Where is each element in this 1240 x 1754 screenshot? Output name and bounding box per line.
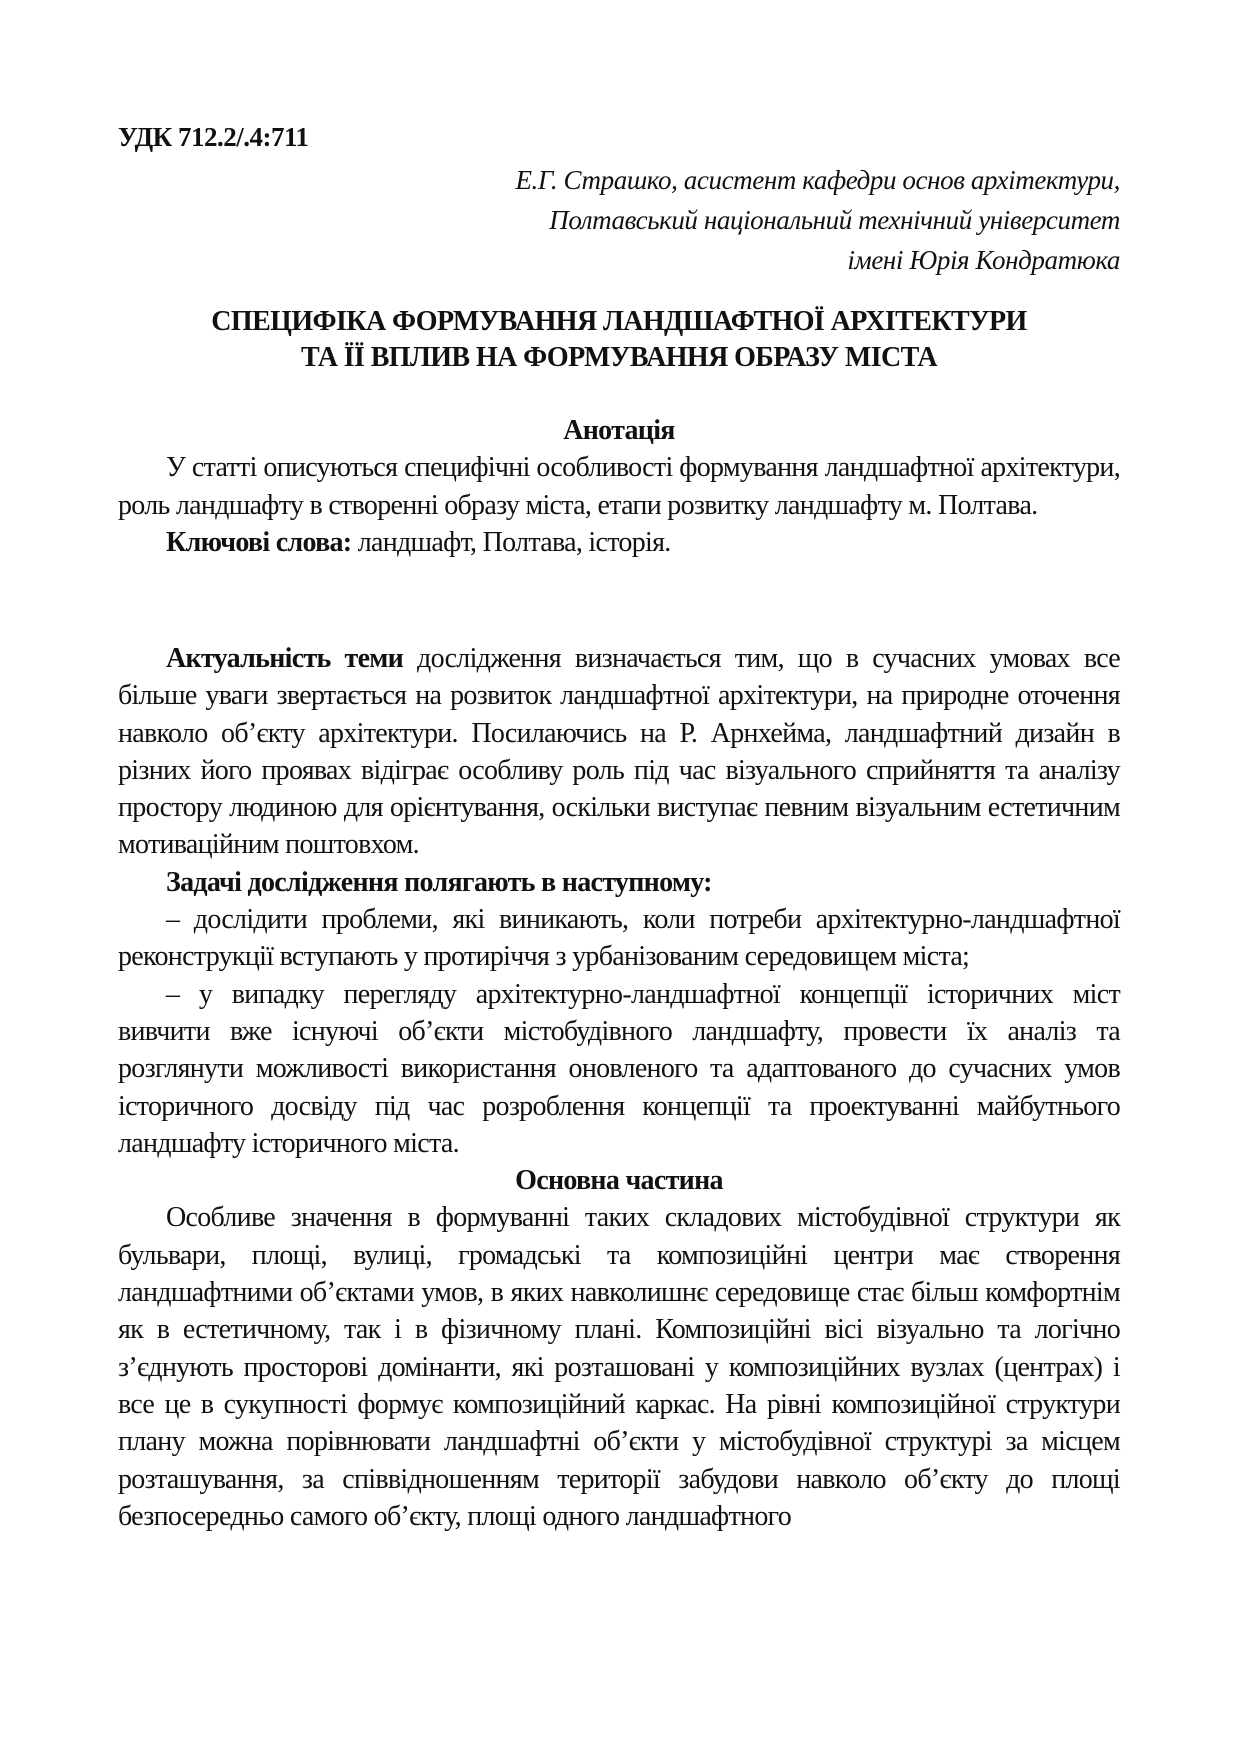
keywords	[118, 524, 1120, 561]
title-line-1: СПЕЦИФІКА ФОРМУВАННЯ ЛАНДШАФТНОЇ АРХІТЕКТУРИ	[211, 306, 1027, 337]
paper-title	[118, 304, 1120, 376]
author-university: Полтавський національний технічний університет	[549, 205, 1120, 235]
abstract-section	[118, 412, 1120, 561]
relevance-text: дослідження визначається тим, що в сучасних умовах все більше уваги звертається на розвиток ландшафтної архітектури, на природне оточення навколо об’єкту архітектури. Посилаючись на Р. Арнхейма, ландшафтний дизайн в різних його проявах відіграє особливу роль під час візуального сприйняття та аналізу простору людиною для орієнтування, оскільки виступає певним візуальним естетичним мотиваційним поштовхом.	[118, 643, 1120, 861]
main-part-heading: Основна частина	[515, 1165, 723, 1197]
relevance-label: Актуальність теми	[166, 643, 404, 674]
author-name-position: Е.Г. Страшко, асистент кафедри основ архітектури,	[515, 165, 1120, 195]
abstract-heading: Анотація	[563, 415, 675, 446]
tasks-heading: Задачі дослідження полягають в наступному:	[166, 866, 712, 898]
task-item-2: – у випадку перегляду архітектурно-ландшафтної концепції історичних міст вивчити вже існуючі об’єкти містобудівного ландшафту, провести їх аналіз та розглянути можливості використання оновленого та адаптованого до сучасних умов історичного досвіду під час розроблення концепції та проектуванні майбутнього ландшафту історичного міста.	[118, 978, 1120, 1159]
author-block	[515, 160, 1120, 280]
udk-code: УДК 712.2/.4:711	[118, 122, 309, 152]
task-item-1: – дослідити проблеми, які виникають, коли потреби архітектурно-ландшафтної реконструкції вступають у протиріччя з урбанізованим середовищем міста;	[118, 904, 1120, 973]
relevance-paragraph	[118, 640, 1120, 864]
main-part-text: Особливе значення в формуванні таких складових містобудівної структури як бульвари, площі, вулиці, громадські та композиційні центри має створення ландшафтними об’єктами умов, в яких навколишнє середовище стає більш комфортнім як в естетичному, так і в фізичному плані. Композиційні вісі візуально та логічно з’єднують просторові домінанти, які розташовані у композиційних вузлах (центрах) і все це в сукупності формує композиційний каркас. На рівні композиційної структури плану можна порівнювати ландшафтні об’єкти у містобудівної структурі за місцем розташування, за співвідношенням території забудови навколо об’єкту до площі безпосередньо самого об’єкту, площі одного ландшафтного	[118, 1202, 1120, 1532]
author-university-name: імені Юрія Кондратюка	[847, 245, 1120, 275]
keywords-list: ландшафт, Полтава, історія.	[351, 526, 671, 558]
main-body	[118, 640, 1120, 1535]
abstract-text: У статті описуються специфічні особливості формування ландшафтної архітектури, роль ландшафту в створенні образу міста, етапи розвитку ландшафту м. Полтава.	[118, 452, 1120, 521]
keywords-label: Ключові слова:	[166, 526, 352, 558]
title-line-2: ТА ЇЇ ВПЛИВ НА ФОРМУВАННЯ ОБРАЗУ МІСТА	[301, 342, 937, 373]
